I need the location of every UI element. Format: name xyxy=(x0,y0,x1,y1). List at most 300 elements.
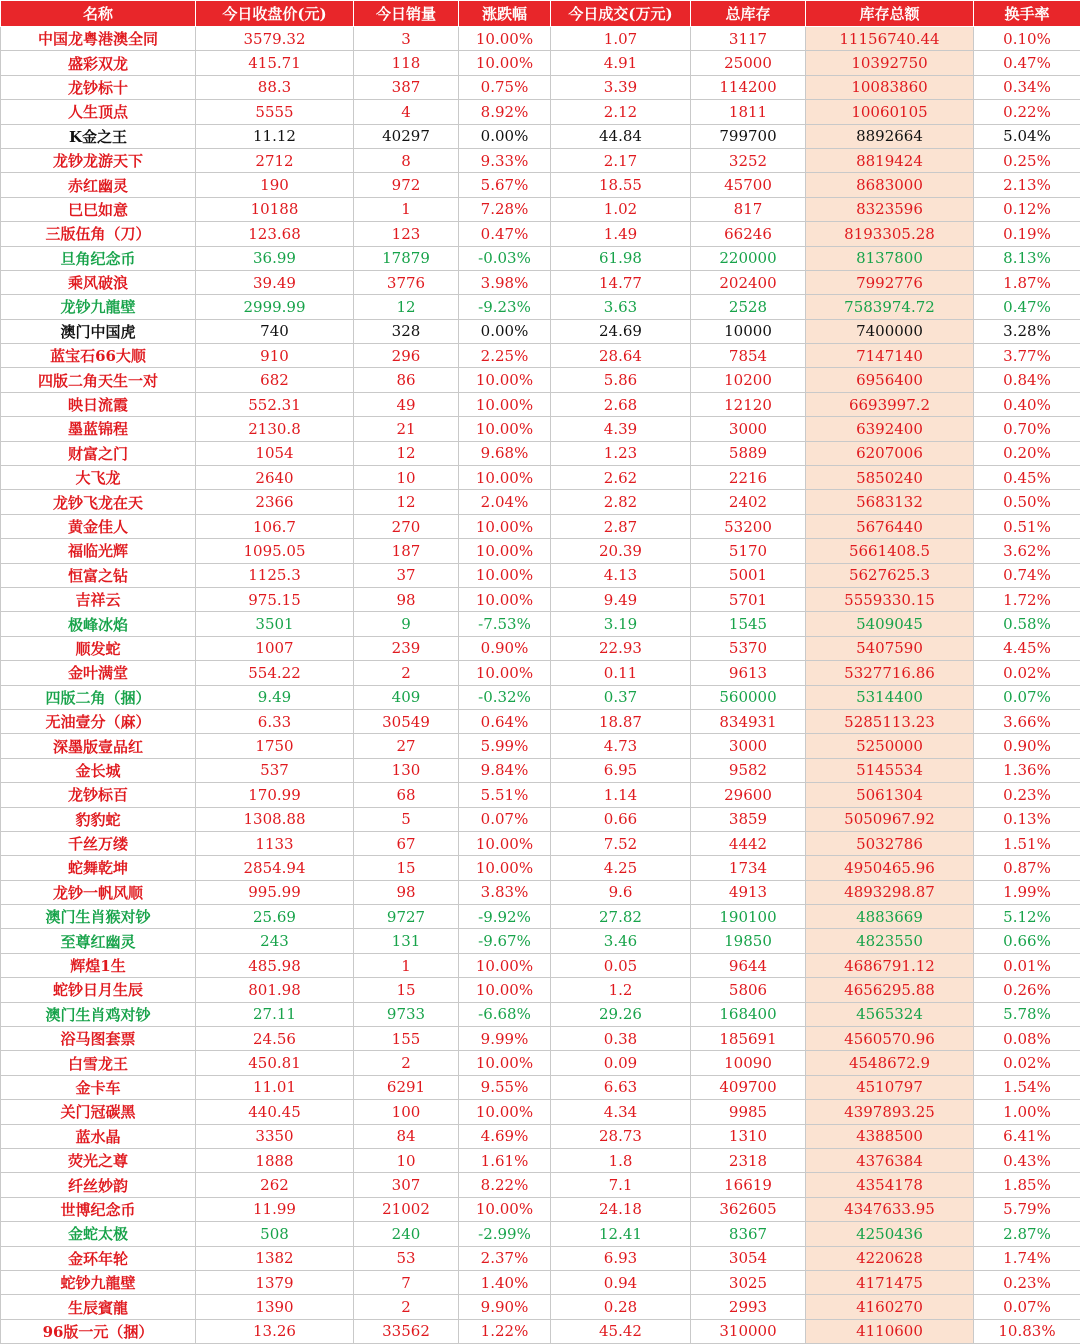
cell-sales-volume: 68 xyxy=(354,783,459,807)
cell-stock-value: 4347633.95 xyxy=(806,1197,974,1221)
cell-sales-volume: 53 xyxy=(354,1246,459,1270)
cell-turnover-rate: 0.47% xyxy=(974,295,1080,319)
cell-turnover-rate: 0.13% xyxy=(974,807,1080,831)
table-row xyxy=(1,1148,1080,1172)
cell-change-pct: 0.64% xyxy=(459,709,551,733)
cell-stock-value: 5145534 xyxy=(806,758,974,782)
cell-total-stock: 2993 xyxy=(691,1295,806,1319)
cell-change-pct: 10.00% xyxy=(459,661,551,685)
cell-sales-volume: 131 xyxy=(354,929,459,953)
cell-stock-value: 6956400 xyxy=(806,368,974,392)
cell-stock-value: 4950465.96 xyxy=(806,856,974,880)
cell-total-stock: 185691 xyxy=(691,1027,806,1051)
cell-close-price: 88.3 xyxy=(196,75,354,99)
cell-close-price: 3350 xyxy=(196,1124,354,1148)
cell-turnover-rate: 1.54% xyxy=(974,1075,1080,1099)
cell-name: 深墨版壹品红 xyxy=(1,734,196,758)
cell-turnover: 0.66 xyxy=(551,807,691,831)
cell-turnover-rate: 0.07% xyxy=(974,685,1080,709)
table-row xyxy=(1,953,1080,977)
cell-total-stock: 3252 xyxy=(691,148,806,172)
cell-close-price: 2366 xyxy=(196,490,354,514)
cell-sales-volume: 239 xyxy=(354,636,459,660)
cell-stock-value: 8892664 xyxy=(806,124,974,148)
cell-change-pct: 9.90% xyxy=(459,1295,551,1319)
table-row xyxy=(1,1246,1080,1270)
cell-total-stock: 834931 xyxy=(691,709,806,733)
cell-name: 赤红幽灵 xyxy=(1,173,196,197)
cell-turnover-rate: 8.13% xyxy=(974,246,1080,270)
cell-name: 中国龙粤港澳全同 xyxy=(1,27,196,51)
cell-change-pct: 10.00% xyxy=(459,831,551,855)
cell-close-price: 1308.88 xyxy=(196,807,354,831)
cell-sales-volume: 9733 xyxy=(354,1002,459,1026)
cell-stock-value: 5032786 xyxy=(806,831,974,855)
cell-name: 金环年轮 xyxy=(1,1246,196,1270)
cell-name: 福临光辉 xyxy=(1,539,196,563)
cell-turnover: 0.09 xyxy=(551,1051,691,1075)
cell-name: 极峰冰焰 xyxy=(1,612,196,636)
cell-sales-volume: 10 xyxy=(354,1148,459,1172)
table-row xyxy=(1,392,1080,416)
table-row xyxy=(1,636,1080,660)
cell-total-stock: 1310 xyxy=(691,1124,806,1148)
cell-change-pct: 9.33% xyxy=(459,148,551,172)
cell-turnover: 3.46 xyxy=(551,929,691,953)
table-row xyxy=(1,319,1080,343)
cell-turnover: 28.64 xyxy=(551,344,691,368)
table-row xyxy=(1,1319,1080,1343)
cell-stock-value: 10083860 xyxy=(806,75,974,99)
cell-close-price: 170.99 xyxy=(196,783,354,807)
cell-total-stock: 3000 xyxy=(691,734,806,758)
cell-total-stock: 3117 xyxy=(691,27,806,51)
cell-sales-volume: 12 xyxy=(354,490,459,514)
cell-change-pct: 7.28% xyxy=(459,197,551,221)
cell-total-stock: 220000 xyxy=(691,246,806,270)
cell-name: 澳门生肖鸡对钞 xyxy=(1,1002,196,1026)
table-row xyxy=(1,758,1080,782)
table-row xyxy=(1,1051,1080,1075)
cell-stock-value: 4397893.25 xyxy=(806,1100,974,1124)
cell-sales-volume: 6291 xyxy=(354,1075,459,1099)
cell-turnover: 4.25 xyxy=(551,856,691,880)
cell-turnover-rate: 0.58% xyxy=(974,612,1080,636)
cell-total-stock: 362605 xyxy=(691,1197,806,1221)
cell-stock-value: 4354178 xyxy=(806,1173,974,1197)
cell-name: 龙钞飞龙在天 xyxy=(1,490,196,514)
cell-name: 96版一元（捆） xyxy=(1,1319,196,1343)
header-row xyxy=(1,1,1080,27)
cell-stock-value: 7400000 xyxy=(806,319,974,343)
cell-turnover: 45.42 xyxy=(551,1319,691,1343)
cell-total-stock: 9985 xyxy=(691,1100,806,1124)
cell-change-pct: 0.07% xyxy=(459,807,551,831)
cell-name: 吉祥云 xyxy=(1,587,196,611)
cell-turnover: 0.28 xyxy=(551,1295,691,1319)
table-row xyxy=(1,1100,1080,1124)
cell-stock-value: 4220628 xyxy=(806,1246,974,1270)
cell-sales-volume: 17879 xyxy=(354,246,459,270)
cell-turnover-rate: 1.72% xyxy=(974,587,1080,611)
cell-change-pct: 10.00% xyxy=(459,368,551,392)
cell-turnover-rate: 1.00% xyxy=(974,1100,1080,1124)
cell-total-stock: 3859 xyxy=(691,807,806,831)
header-change-pct: 涨跌幅 xyxy=(459,1,551,27)
table-row xyxy=(1,1270,1080,1294)
cell-sales-volume: 409 xyxy=(354,685,459,709)
cell-stock-value: 5314400 xyxy=(806,685,974,709)
cell-change-pct: 10.00% xyxy=(459,1197,551,1221)
cell-change-pct: -0.32% xyxy=(459,685,551,709)
cell-turnover-rate: 0.08% xyxy=(974,1027,1080,1051)
cell-name: 乘风破浪 xyxy=(1,270,196,294)
cell-turnover: 24.18 xyxy=(551,1197,691,1221)
cell-close-price: 25.69 xyxy=(196,905,354,929)
cell-stock-value: 5407590 xyxy=(806,636,974,660)
cell-close-price: 554.22 xyxy=(196,661,354,685)
cell-close-price: 3501 xyxy=(196,612,354,636)
cell-total-stock: 7854 xyxy=(691,344,806,368)
cell-sales-volume: 155 xyxy=(354,1027,459,1051)
cell-name: 龙钞九龍壁 xyxy=(1,295,196,319)
cell-total-stock: 409700 xyxy=(691,1075,806,1099)
cell-name: K金之王 xyxy=(1,124,196,148)
cell-total-stock: 53200 xyxy=(691,514,806,538)
cell-name: 黄金佳人 xyxy=(1,514,196,538)
cell-total-stock: 9644 xyxy=(691,953,806,977)
cell-turnover: 2.82 xyxy=(551,490,691,514)
cell-turnover: 4.39 xyxy=(551,417,691,441)
cell-change-pct: 10.00% xyxy=(459,392,551,416)
cell-turnover-rate: 1.36% xyxy=(974,758,1080,782)
cell-name: 生辰賓龍 xyxy=(1,1295,196,1319)
cell-close-price: 910 xyxy=(196,344,354,368)
cell-change-pct: 3.98% xyxy=(459,270,551,294)
cell-sales-volume: 4 xyxy=(354,100,459,124)
cell-turnover-rate: 0.23% xyxy=(974,1270,1080,1294)
cell-sales-volume: 3776 xyxy=(354,270,459,294)
header-turnover-rate: 换手率 xyxy=(974,1,1080,27)
table-row xyxy=(1,222,1080,246)
cell-name: 财富之门 xyxy=(1,441,196,465)
cell-sales-volume: 12 xyxy=(354,295,459,319)
cell-stock-value: 4376384 xyxy=(806,1148,974,1172)
cell-turnover-rate: 2.13% xyxy=(974,173,1080,197)
cell-sales-volume: 40297 xyxy=(354,124,459,148)
cell-change-pct: 4.69% xyxy=(459,1124,551,1148)
header-total-stock: 总库存 xyxy=(691,1,806,27)
table-row xyxy=(1,1002,1080,1026)
cell-total-stock: 168400 xyxy=(691,1002,806,1026)
cell-sales-volume: 270 xyxy=(354,514,459,538)
cell-close-price: 262 xyxy=(196,1173,354,1197)
cell-turnover: 1.07 xyxy=(551,27,691,51)
cell-close-price: 6.33 xyxy=(196,709,354,733)
cell-close-price: 123.68 xyxy=(196,222,354,246)
cell-change-pct: 10.00% xyxy=(459,856,551,880)
table-row xyxy=(1,587,1080,611)
cell-sales-volume: 5 xyxy=(354,807,459,831)
cell-turnover-rate: 0.12% xyxy=(974,197,1080,221)
cell-close-price: 1390 xyxy=(196,1295,354,1319)
cell-stock-value: 8193305.28 xyxy=(806,222,974,246)
cell-sales-volume: 187 xyxy=(354,539,459,563)
cell-stock-value: 5285113.23 xyxy=(806,709,974,733)
table-row xyxy=(1,27,1080,51)
cell-name: 关门冠碳黑 xyxy=(1,1100,196,1124)
table-row xyxy=(1,685,1080,709)
cell-close-price: 2712 xyxy=(196,148,354,172)
cell-turnover: 0.38 xyxy=(551,1027,691,1051)
cell-change-pct: 10.00% xyxy=(459,1100,551,1124)
table-row xyxy=(1,1222,1080,1246)
cell-stock-value: 5676440 xyxy=(806,514,974,538)
cell-close-price: 1382 xyxy=(196,1246,354,1270)
cell-turnover: 28.73 xyxy=(551,1124,691,1148)
cell-sales-volume: 1 xyxy=(354,953,459,977)
cell-turnover: 2.17 xyxy=(551,148,691,172)
cell-turnover-rate: 5.04% xyxy=(974,124,1080,148)
cell-stock-value: 5061304 xyxy=(806,783,974,807)
cell-turnover-rate: 0.87% xyxy=(974,856,1080,880)
cell-turnover-rate: 1.74% xyxy=(974,1246,1080,1270)
cell-total-stock: 3000 xyxy=(691,417,806,441)
table-row xyxy=(1,783,1080,807)
cell-total-stock: 5889 xyxy=(691,441,806,465)
cell-change-pct: 0.75% xyxy=(459,75,551,99)
cell-close-price: 552.31 xyxy=(196,392,354,416)
cell-name: 辉煌1生 xyxy=(1,953,196,977)
cell-stock-value: 7992776 xyxy=(806,270,974,294)
cell-close-price: 9.49 xyxy=(196,685,354,709)
cell-name: 龙钞一帆风顺 xyxy=(1,880,196,904)
cell-close-price: 2999.99 xyxy=(196,295,354,319)
cell-turnover: 12.41 xyxy=(551,1222,691,1246)
table-row xyxy=(1,441,1080,465)
cell-stock-value: 4548672.9 xyxy=(806,1051,974,1075)
cell-change-pct: 1.61% xyxy=(459,1148,551,1172)
cell-stock-value: 4565324 xyxy=(806,1002,974,1026)
table-row xyxy=(1,1173,1080,1197)
cell-turnover: 6.93 xyxy=(551,1246,691,1270)
cell-total-stock: 10200 xyxy=(691,368,806,392)
cell-turnover: 4.73 xyxy=(551,734,691,758)
cell-name: 千丝万缕 xyxy=(1,831,196,855)
cell-change-pct: 10.00% xyxy=(459,953,551,977)
cell-sales-volume: 37 xyxy=(354,563,459,587)
cell-change-pct: 10.00% xyxy=(459,514,551,538)
cell-change-pct: 5.99% xyxy=(459,734,551,758)
cell-change-pct: 10.00% xyxy=(459,27,551,51)
cell-change-pct: 10.00% xyxy=(459,539,551,563)
cell-stock-value: 5661408.5 xyxy=(806,539,974,563)
table-row xyxy=(1,1197,1080,1221)
cell-turnover-rate: 0.74% xyxy=(974,563,1080,587)
table-row xyxy=(1,197,1080,221)
cell-sales-volume: 98 xyxy=(354,587,459,611)
table-row xyxy=(1,1027,1080,1051)
cell-turnover-rate: 0.07% xyxy=(974,1295,1080,1319)
cell-stock-value: 10060105 xyxy=(806,100,974,124)
cell-turnover: 0.37 xyxy=(551,685,691,709)
table-row xyxy=(1,490,1080,514)
table-row xyxy=(1,173,1080,197)
cell-close-price: 190 xyxy=(196,173,354,197)
table-body xyxy=(1,27,1080,1344)
cell-stock-value: 11156740.44 xyxy=(806,27,974,51)
cell-total-stock: 560000 xyxy=(691,685,806,709)
cell-close-price: 1007 xyxy=(196,636,354,660)
cell-turnover: 61.98 xyxy=(551,246,691,270)
cell-change-pct: 10.00% xyxy=(459,51,551,75)
cell-stock-value: 4510797 xyxy=(806,1075,974,1099)
cell-stock-value: 4560570.96 xyxy=(806,1027,974,1051)
cell-turnover: 1.2 xyxy=(551,978,691,1002)
cell-total-stock: 25000 xyxy=(691,51,806,75)
cell-change-pct: 0.00% xyxy=(459,124,551,148)
cell-sales-volume: 3 xyxy=(354,27,459,51)
table-row xyxy=(1,807,1080,831)
cell-name: 金长城 xyxy=(1,758,196,782)
cell-total-stock: 10090 xyxy=(691,1051,806,1075)
cell-close-price: 2640 xyxy=(196,466,354,490)
cell-sales-volume: 307 xyxy=(354,1173,459,1197)
cell-name: 墨蓝锦程 xyxy=(1,417,196,441)
cell-change-pct: 8.92% xyxy=(459,100,551,124)
cell-sales-volume: 30549 xyxy=(354,709,459,733)
cell-name: 纤丝妙韵 xyxy=(1,1173,196,1197)
cell-close-price: 682 xyxy=(196,368,354,392)
cell-turnover: 20.39 xyxy=(551,539,691,563)
table-row xyxy=(1,563,1080,587)
header-sales-volume: 今日销量 xyxy=(354,1,459,27)
cell-name: 蓝宝石66大顺 xyxy=(1,344,196,368)
cell-change-pct: -2.99% xyxy=(459,1222,551,1246)
table-row xyxy=(1,978,1080,1002)
cell-total-stock: 5170 xyxy=(691,539,806,563)
cell-sales-volume: 84 xyxy=(354,1124,459,1148)
cell-sales-volume: 12 xyxy=(354,441,459,465)
cell-close-price: 440.45 xyxy=(196,1100,354,1124)
table-row xyxy=(1,100,1080,124)
cell-total-stock: 1545 xyxy=(691,612,806,636)
table-row xyxy=(1,1075,1080,1099)
cell-turnover-rate: 0.34% xyxy=(974,75,1080,99)
cell-turnover: 5.86 xyxy=(551,368,691,392)
cell-sales-volume: 21 xyxy=(354,417,459,441)
cell-turnover: 4.91 xyxy=(551,51,691,75)
cell-total-stock: 5701 xyxy=(691,587,806,611)
cell-total-stock: 9613 xyxy=(691,661,806,685)
cell-change-pct: 2.25% xyxy=(459,344,551,368)
cell-stock-value: 8323596 xyxy=(806,197,974,221)
cell-total-stock: 5001 xyxy=(691,563,806,587)
cell-turnover: 7.1 xyxy=(551,1173,691,1197)
cell-turnover-rate: 0.66% xyxy=(974,929,1080,953)
cell-change-pct: 9.84% xyxy=(459,758,551,782)
cell-change-pct: 1.40% xyxy=(459,1270,551,1294)
cell-close-price: 1133 xyxy=(196,831,354,855)
table-row xyxy=(1,1124,1080,1148)
cell-sales-volume: 27 xyxy=(354,734,459,758)
cell-close-price: 2130.8 xyxy=(196,417,354,441)
cell-stock-value: 6693997.2 xyxy=(806,392,974,416)
cell-change-pct: 8.22% xyxy=(459,1173,551,1197)
cell-turnover: 22.93 xyxy=(551,636,691,660)
cell-close-price: 1750 xyxy=(196,734,354,758)
cell-change-pct: 10.00% xyxy=(459,417,551,441)
cell-stock-value: 4388500 xyxy=(806,1124,974,1148)
table-row xyxy=(1,124,1080,148)
cell-turnover-rate: 2.87% xyxy=(974,1222,1080,1246)
cell-name: 世博纪念币 xyxy=(1,1197,196,1221)
table-row xyxy=(1,246,1080,270)
header-stock-value: 库存总额 xyxy=(806,1,974,27)
cell-total-stock: 190100 xyxy=(691,905,806,929)
cell-sales-volume: 9727 xyxy=(354,905,459,929)
table-row xyxy=(1,856,1080,880)
cell-total-stock: 310000 xyxy=(691,1319,806,1343)
cell-change-pct: 3.83% xyxy=(459,880,551,904)
table-row xyxy=(1,417,1080,441)
table-row xyxy=(1,612,1080,636)
cell-turnover-rate: 0.22% xyxy=(974,100,1080,124)
cell-name: 豹豹蛇 xyxy=(1,807,196,831)
cell-turnover-rate: 0.19% xyxy=(974,222,1080,246)
cell-sales-volume: 1 xyxy=(354,197,459,221)
table-row xyxy=(1,709,1080,733)
cell-sales-volume: 21002 xyxy=(354,1197,459,1221)
cell-turnover-rate: 3.77% xyxy=(974,344,1080,368)
cell-name: 顺发蛇 xyxy=(1,636,196,660)
cell-stock-value: 7583974.72 xyxy=(806,295,974,319)
cell-turnover: 1.14 xyxy=(551,783,691,807)
cell-name: 蛇钞日月生辰 xyxy=(1,978,196,1002)
cell-total-stock: 799700 xyxy=(691,124,806,148)
cell-change-pct: 2.37% xyxy=(459,1246,551,1270)
cell-total-stock: 9582 xyxy=(691,758,806,782)
cell-change-pct: -6.68% xyxy=(459,1002,551,1026)
cell-total-stock: 45700 xyxy=(691,173,806,197)
table-row xyxy=(1,344,1080,368)
cell-name: 大飞龙 xyxy=(1,466,196,490)
cell-name: 旦角纪念币 xyxy=(1,246,196,270)
cell-change-pct: 5.67% xyxy=(459,173,551,197)
cell-total-stock: 2528 xyxy=(691,295,806,319)
cell-turnover-rate: 10.83% xyxy=(974,1319,1080,1343)
cell-close-price: 5555 xyxy=(196,100,354,124)
cell-change-pct: 10.00% xyxy=(459,563,551,587)
cell-change-pct: 0.00% xyxy=(459,319,551,343)
cell-close-price: 995.99 xyxy=(196,880,354,904)
cell-turnover: 18.87 xyxy=(551,709,691,733)
cell-close-price: 508 xyxy=(196,1222,354,1246)
cell-turnover: 14.77 xyxy=(551,270,691,294)
cell-change-pct: 10.00% xyxy=(459,466,551,490)
cell-total-stock: 5806 xyxy=(691,978,806,1002)
cell-close-price: 11.01 xyxy=(196,1075,354,1099)
cell-turnover: 1.49 xyxy=(551,222,691,246)
cell-turnover: 0.11 xyxy=(551,661,691,685)
cell-name: 龙钞标百 xyxy=(1,783,196,807)
cell-turnover: 7.52 xyxy=(551,831,691,855)
table-row xyxy=(1,514,1080,538)
cell-name: 无油壹分（麻） xyxy=(1,709,196,733)
table-row xyxy=(1,270,1080,294)
cell-name: 澳门生肖猴对钞 xyxy=(1,905,196,929)
cell-change-pct: 0.47% xyxy=(459,222,551,246)
